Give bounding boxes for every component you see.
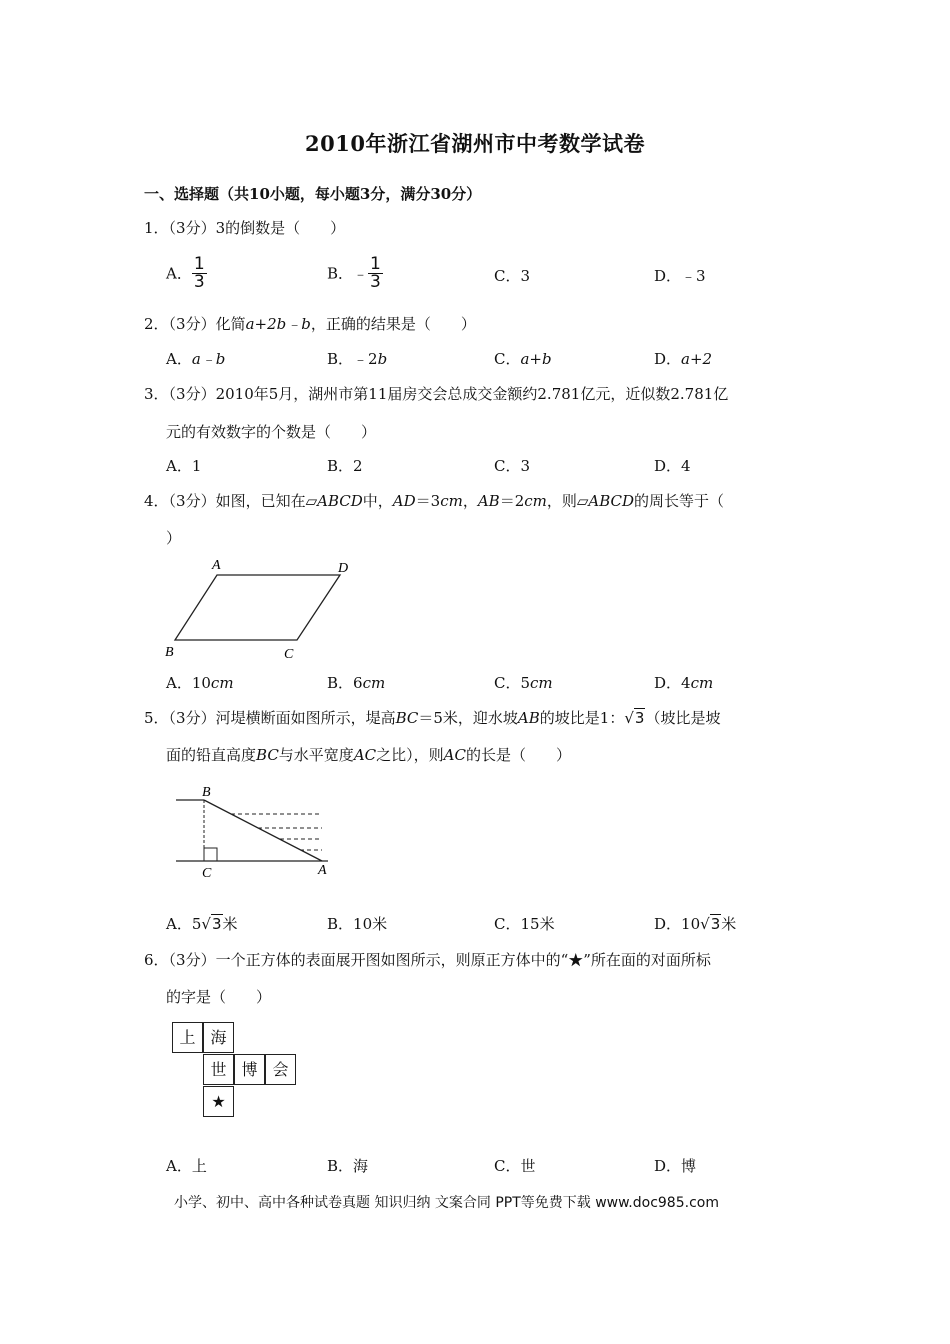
cube-net-figure [172, 1022, 302, 1118]
stem-text: （坡比是坡 [645, 709, 721, 727]
q5-option-a [166, 914, 238, 934]
option-expression: a﹣b [191, 350, 226, 368]
vertex-label-a: A [318, 863, 327, 878]
q5-option-b: B．10米 [327, 915, 388, 933]
unit: cm [524, 492, 547, 510]
unit: cm [210, 674, 234, 692]
square-root: √3 [700, 915, 721, 933]
square-root: √3 [624, 709, 645, 727]
stem-text: 的坡比是1： [539, 709, 625, 727]
question-2-stem [144, 314, 476, 334]
stem-expression: ABCD [317, 492, 363, 510]
vertex-label-c: C [284, 647, 294, 662]
q5-option-c: C．15米 [494, 915, 555, 933]
stem-expression: AB [477, 492, 500, 510]
denominator: 3 [370, 272, 381, 292]
vertex-label-b: B [165, 645, 174, 660]
vertex-label-c: C [202, 866, 212, 881]
stem-expression: a+2b﹣b [245, 315, 311, 333]
q1-option-c: C．3 [494, 267, 531, 285]
radicand: 3 [710, 915, 721, 933]
numerator: 1 [370, 254, 381, 274]
fraction [368, 256, 383, 291]
section-heading: 一、选择题（共10小题，每小题3分，满分30分） [144, 185, 482, 203]
q3-option-a: A．1 [166, 457, 202, 475]
question-3-line-2: 元的有效数字的个数是（ ） [166, 423, 377, 441]
right-angle-mark [204, 848, 217, 861]
unit: 米 [721, 915, 737, 933]
stem-expression: AC [353, 746, 377, 764]
question-4-line-1 [144, 491, 724, 511]
radicand: 3 [634, 709, 645, 727]
vertex-label-d: D [338, 561, 349, 576]
option-label: B．﹣2 [327, 350, 378, 368]
q6-option-a: A．上 [166, 1157, 207, 1175]
question-5-line-1 [144, 708, 720, 728]
square-root: √3 [201, 915, 222, 933]
q4-option-b [327, 673, 385, 693]
stem-expression: ABCD [588, 492, 635, 510]
stem-text: 面的铅直高度 [166, 746, 257, 764]
q3-option-b: B．2 [327, 457, 363, 475]
stem-expression: AB [517, 709, 540, 727]
denominator: 3 [193, 272, 205, 292]
q6-option-c: C．世 [494, 1157, 536, 1175]
stem-text: 与水平宽度 [278, 746, 354, 764]
stem-expression: AD [392, 492, 416, 510]
option-label: B．﹣ [327, 264, 369, 283]
footer-text: 小学、初中、高中各种试卷真题 知识归纳 文案合同 PPT等免费下载 www.doc985.com [174, 1195, 719, 1211]
question-6-line-1: 6．（3分）一个正方体的表面展开图如图所示，则原正方体中的“★”所在面的对面所标 [144, 951, 711, 969]
option-label: D．4 [654, 674, 691, 692]
vertex-label-b: B [202, 785, 211, 800]
stem-text: ＝2 [499, 492, 525, 510]
radicand: 3 [211, 915, 222, 933]
question-5-line-2 [166, 745, 571, 765]
q2-option-d [654, 349, 712, 369]
unit: cm [530, 674, 553, 692]
q6-option-d: D．博 [654, 1157, 697, 1175]
q1-option-d: D．﹣3 [654, 267, 706, 285]
stem-text: 中， [362, 492, 393, 510]
stem-text: 的周长等于（ [634, 492, 725, 510]
q6-option-b: B．海 [327, 1157, 369, 1175]
question-1-stem: 1．（3分）3的倒数是（ ） [144, 219, 346, 237]
question-4-line-2: ） [166, 529, 182, 547]
q4-option-a [166, 673, 234, 693]
q2-option-b [327, 349, 387, 369]
net-face: 博 [234, 1054, 265, 1085]
question-6-line-2: 的字是（ ） [166, 988, 272, 1006]
stem-text: 5．（3分）河堤横断面如图所示，堤高 [144, 709, 396, 727]
unit: cm [362, 674, 386, 692]
unit: cm [440, 492, 463, 510]
stem-text: 2．（3分）化简 [144, 315, 246, 333]
stem-text: ＝3 [415, 492, 441, 510]
q4-option-d [654, 673, 713, 693]
question-3-line-1: 3．（3分）2010年5月，湖州市第11届房交会总成交金额约2.781亿元，近似数2.781亿 [144, 385, 729, 403]
option-label: A．10 [166, 674, 211, 692]
unit: cm [690, 674, 714, 692]
q3-option-d: D．4 [654, 457, 691, 475]
option-label: A．5 [166, 915, 202, 933]
stem-text: ＝5米，迎水坡 [418, 709, 518, 727]
parallelogram-figure [160, 556, 360, 664]
stem-expression: AC [443, 746, 466, 764]
q2-option-a [166, 349, 225, 369]
q5-option-d [654, 914, 736, 934]
q4-option-c [494, 673, 553, 693]
net-face: 会 [265, 1054, 296, 1085]
embankment-figure [170, 782, 340, 882]
stem-text: ，正确的结果是（ ） [310, 315, 476, 333]
stem-expression: BC [395, 709, 419, 727]
q3-option-c: C．3 [494, 457, 531, 475]
net-face-star: ★ [203, 1086, 234, 1117]
option-label: A． [166, 350, 192, 368]
page-title: 2010年浙江省湖州市中考数学试卷 [305, 131, 645, 156]
option-expression: b [377, 350, 388, 368]
stem-text: ，则▱ [546, 492, 589, 510]
option-label: C． [494, 350, 521, 368]
option-label: A． [166, 264, 192, 283]
option-label: B．6 [327, 674, 363, 692]
q1-option-a [166, 256, 207, 291]
stem-text: ， [462, 492, 478, 510]
numerator: 1 [193, 254, 205, 274]
unit: 米 [222, 915, 238, 933]
stem-expression: BC [256, 746, 279, 764]
q2-option-c [494, 349, 552, 369]
q1-option-b [327, 256, 383, 291]
net-face: 上 [172, 1022, 203, 1053]
option-expression: a+2 [681, 350, 713, 368]
fraction [192, 256, 207, 291]
stem-text: 之比），则 [376, 746, 444, 764]
stem-text: 4．（3分）如图，已知在▱ [144, 492, 318, 510]
stem-text: 的长是（ ） [465, 746, 571, 764]
parallelogram-abcd [175, 575, 340, 640]
option-label: D．10 [654, 915, 701, 933]
option-label: D． [654, 350, 682, 368]
vertex-label-a: A [212, 558, 221, 573]
net-face: 世 [203, 1054, 234, 1085]
option-label: C．5 [494, 674, 531, 692]
net-face: 海 [203, 1022, 234, 1053]
slope-ab [204, 800, 322, 861]
option-expression: a+b [520, 350, 552, 368]
